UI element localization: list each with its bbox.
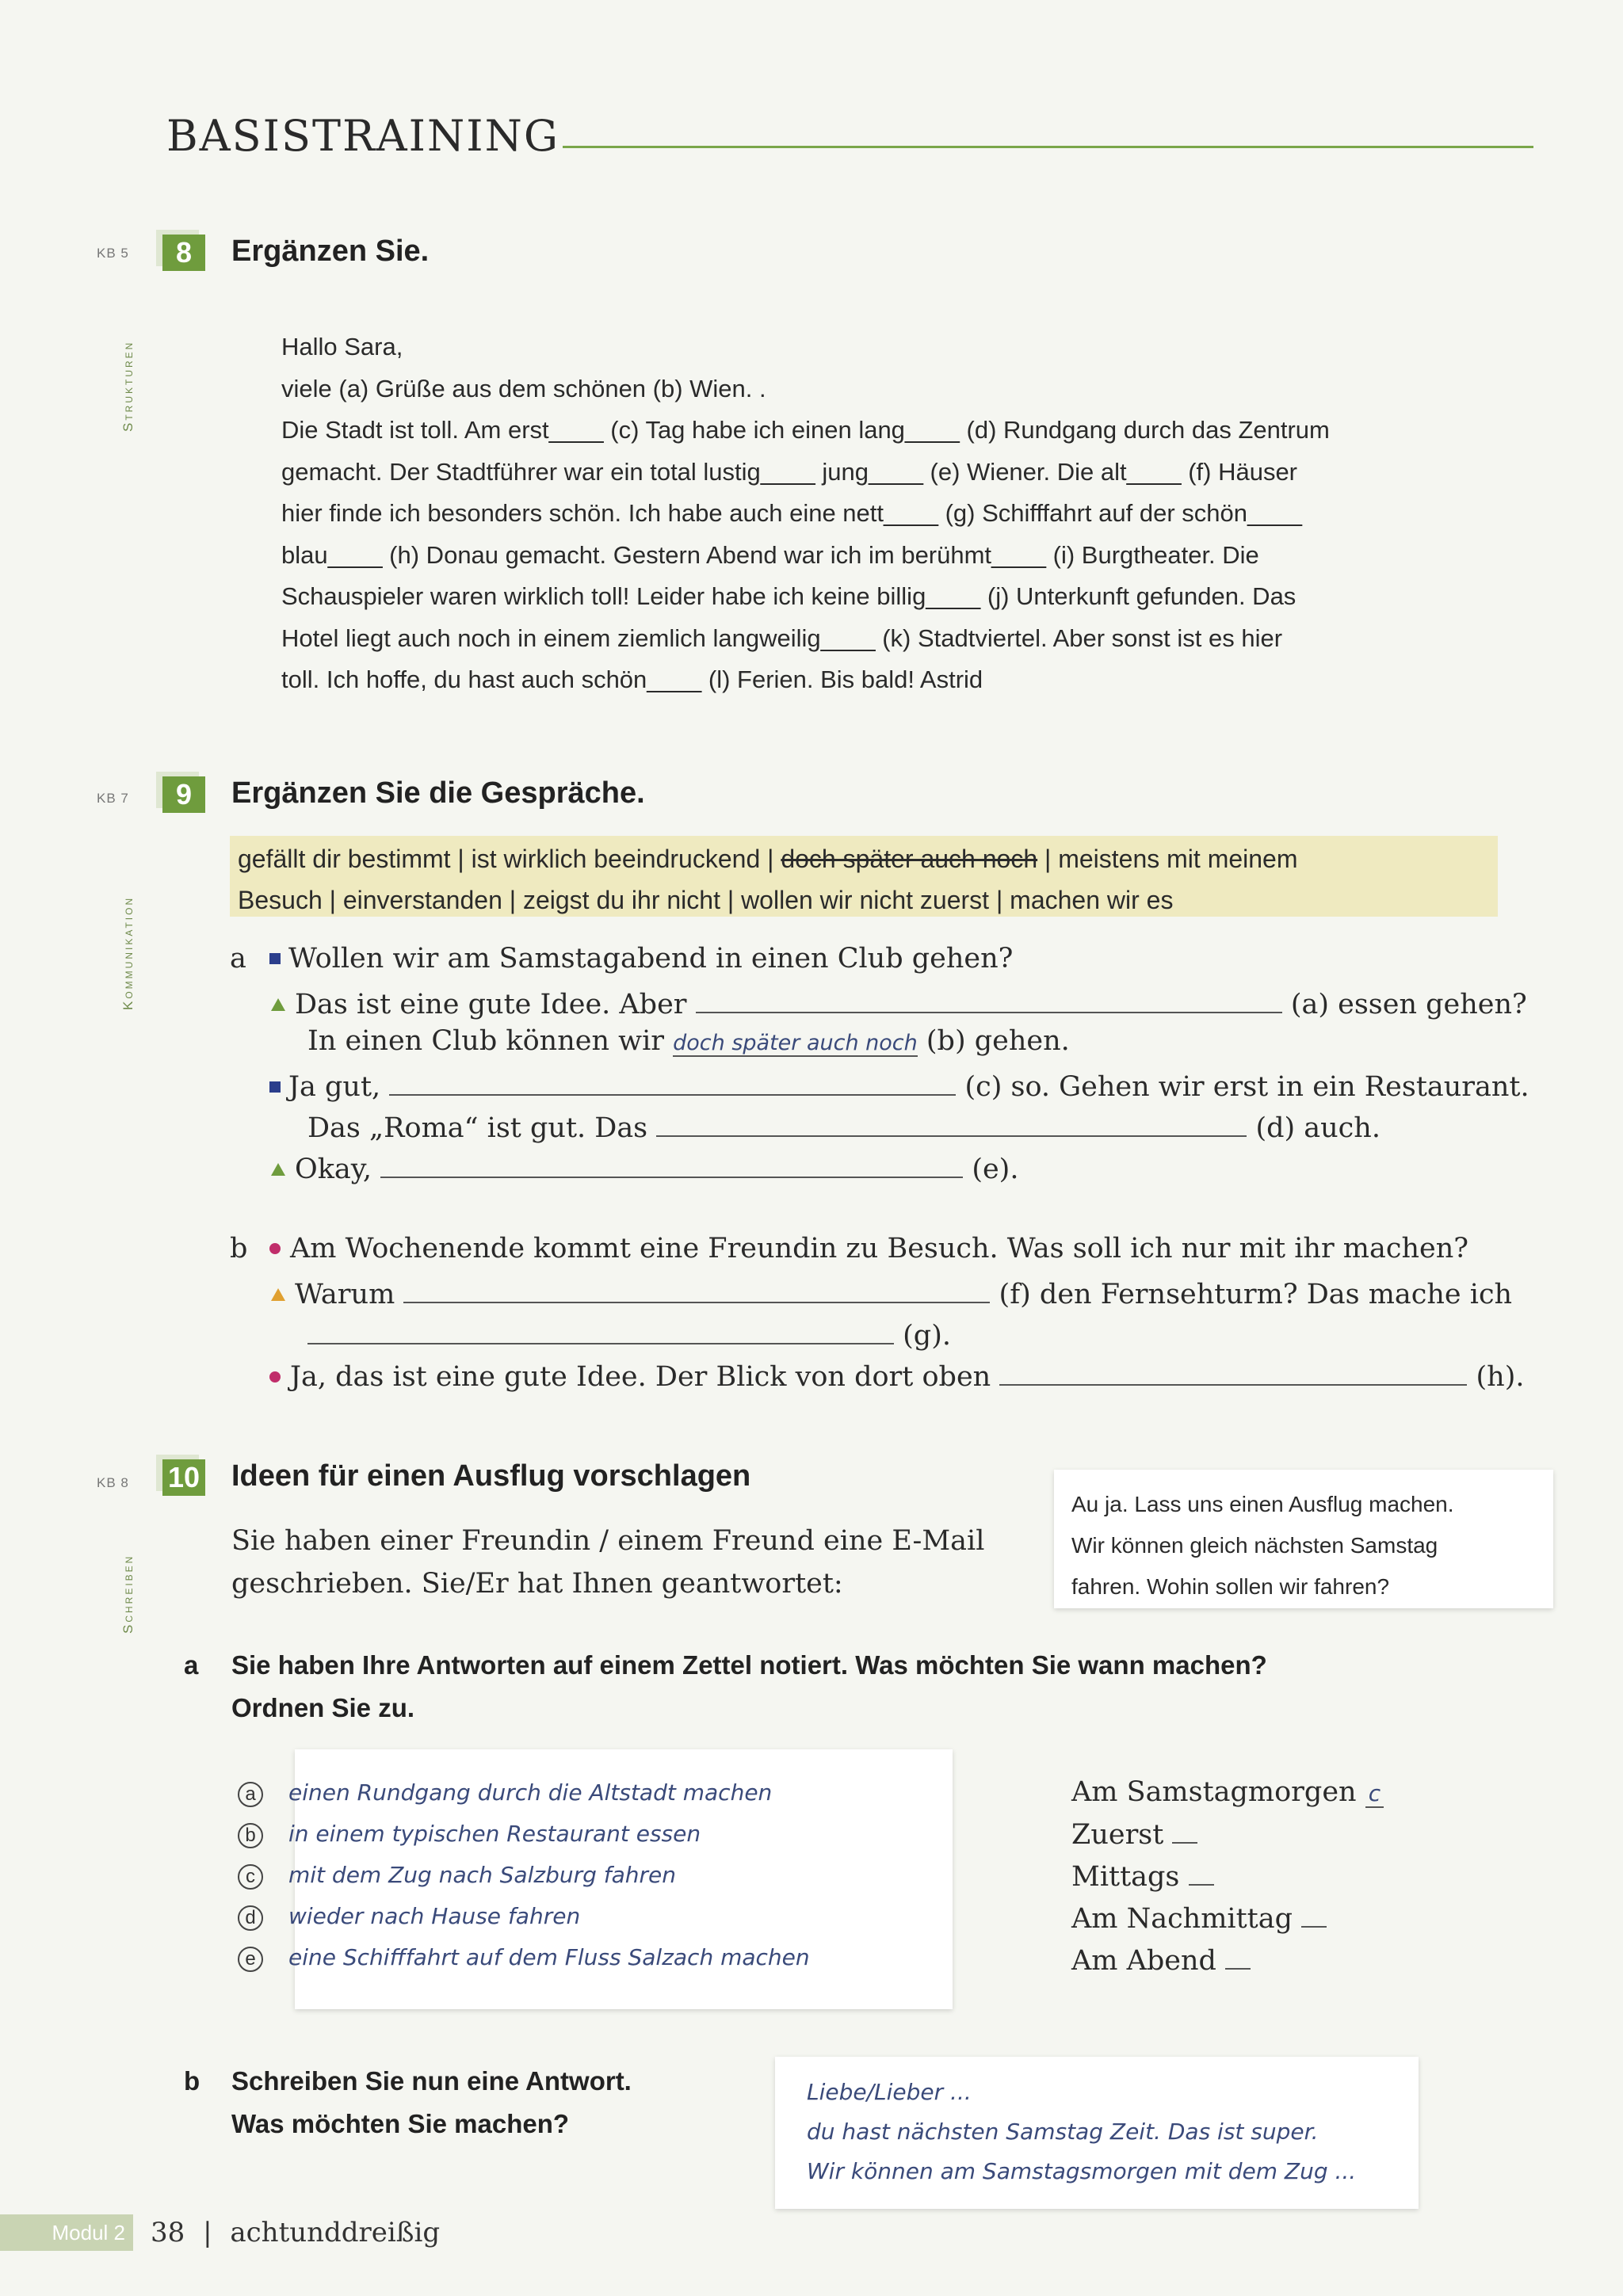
list-item: a einen Rundgang durch die Altstadt machen — [238, 1779, 951, 1821]
list-item: c mit dem Zug nach Salzburg fahren — [238, 1862, 951, 1903]
side-label: Kommunikation — [120, 895, 136, 1010]
item-letter: c — [238, 1864, 263, 1890]
letter-line: Die Stadt ist toll. Am erst____ (c) Tag habe ich einen lang____ (d) Rundgang durch das Zentrum — [281, 416, 1330, 444]
side-label: Strukturen — [120, 340, 136, 432]
item-letter: d — [238, 1905, 263, 1931]
item-letter: b — [238, 1823, 263, 1848]
time-slot: Zuerst — [1071, 1814, 1384, 1856]
list-item: d wieder nach Hause fahren — [238, 1903, 951, 1944]
time-slot: Am Samstagmorgen c — [1071, 1772, 1384, 1814]
intro-text: Sie haben einer Freundin / einem Freund eine E-Mail geschrieben. Sie/Er hat Ihnen geantwortet: — [231, 1525, 985, 1600]
letter-line: viele (a) Grüße aus dem schönen (b) Wien. . — [281, 374, 766, 402]
time-answer[interactable] — [1301, 1898, 1327, 1928]
dialogue-letter: b — [230, 1233, 248, 1264]
answer-blank[interactable] — [380, 1149, 963, 1178]
task-letter: a — [184, 1650, 199, 1680]
word-options: gefällt dir bestimmt | ist wirklich beeindruckend | — [238, 845, 781, 873]
list-item: e eine Schifffahrt auf dem Fluss Salzach machen — [238, 1944, 951, 1985]
answer-blank[interactable] — [999, 1356, 1467, 1386]
exercise-number: 8 — [162, 235, 205, 271]
letter-line: toll. Ich hoffe, du hast auch schön____ (l) Ferien. Bis bald! Astrid — [281, 666, 983, 693]
time-answer[interactable] — [1172, 1814, 1197, 1844]
task-instruction: Sie haben Ihre Antworten auf einem Zettel notiert. Was möchten Sie wann machen? Ordnen Sie zu. — [231, 1650, 1267, 1722]
header-rule — [563, 146, 1533, 148]
dialogue-line: In einen Club können wir doch später auch noch (b) gehen. — [307, 1025, 1070, 1057]
dialogue-line: Das „Roma“ ist gut. Das (d) auch. — [307, 1108, 1381, 1144]
time-answer[interactable] — [1189, 1856, 1214, 1886]
time-slot: Am Abend — [1071, 1940, 1384, 1982]
letter-line: blau____ (h) Donau gemacht. Gestern Abend war ich im berühmt____ (i) Burgtheater. Die — [281, 540, 1259, 569]
dialogue-line: Ja, das ist eine gute Idee. Der Blick von dort oben (h). — [269, 1356, 1524, 1393]
dialogue-line: Das ist eine gute Idee. Aber (a) essen gehen? — [271, 984, 1527, 1020]
exercise-number: 9 — [162, 776, 205, 813]
activity-list — [238, 1779, 951, 1985]
section-title: BASISTRAINING — [166, 111, 559, 161]
exercise-title: Ergänzen Sie die Gespräche. — [231, 776, 645, 810]
speaker-square-icon — [269, 953, 281, 964]
used-option: doch später auch noch — [781, 845, 1038, 873]
reply-note: Au ja. Lass uns einen Ausflug machen. Wir können gleich nächsten Samstag fahren. Wohin sollen wir fahren? — [1054, 1470, 1553, 1608]
list-item: b in einem typischen Restaurant essen — [238, 1821, 951, 1862]
item-letter: e — [238, 1947, 263, 1972]
word-options: | meistens mit meinem — [1037, 845, 1298, 873]
item-letter: a — [238, 1782, 263, 1807]
dialogue-line: Wollen wir am Samstagabend in einen Club gehen? — [269, 943, 1013, 974]
letter-text — [281, 326, 1533, 701]
time-slots — [1071, 1772, 1384, 1982]
letter-line: Schauspieler waren wirklich toll! Leider habe ich keine billig____ (j) Unterkunft gefunden. Das — [281, 582, 1296, 610]
handwritten-answer: doch später auch noch — [673, 1031, 918, 1055]
dialogue-line: Ja gut, (c) so. Gehen wir erst in ein Restaurant. — [269, 1066, 1529, 1103]
time-answer[interactable]: c — [1365, 1780, 1384, 1808]
page-number: 38 — [151, 2217, 185, 2248]
dialogue-line: (g). — [307, 1315, 951, 1352]
page-footer — [151, 2217, 440, 2248]
word-options: Besuch | einverstanden | zeigst du ihr nicht | wollen wir nicht zuerst | machen wir es — [238, 886, 1174, 914]
answer-blank[interactable] — [696, 984, 1282, 1013]
speaker-triangle-icon — [271, 1288, 285, 1301]
answer-blank[interactable] — [389, 1066, 956, 1096]
footer-separator: | — [203, 2217, 212, 2248]
word-box-text — [238, 838, 1498, 921]
speaker-circle-icon — [269, 1243, 281, 1254]
time-answer[interactable] — [1225, 1940, 1251, 1970]
dialogue-line: Okay, (e). — [271, 1149, 1018, 1185]
time-slot: Am Nachmittag — [1071, 1898, 1384, 1940]
side-label: Schreiben — [120, 1554, 136, 1634]
speaker-square-icon — [269, 1081, 281, 1093]
letter-line: Hallo Sara, — [281, 333, 403, 360]
dialogue-letter: a — [230, 943, 246, 974]
module-tab: Modul 2 — [0, 2214, 133, 2251]
answer-note: Liebe/Lieber ... du hast nächsten Samstag Zeit. Das ist super. Wir können am Samstagsmorgen mit dem Zug ... — [775, 2057, 1419, 2209]
answer-blank[interactable] — [307, 1315, 894, 1344]
letter-line: gemacht. Der Stadtführer war ein total lustig____ jung____ (e) Wiener. Die alt____ (f) Häuser — [281, 457, 1298, 486]
exercise-title: Ideen für einen Ausflug vorschlagen — [231, 1459, 751, 1493]
dialogue-line: Warum (f) den Fernsehturm? Das mache ich — [271, 1274, 1512, 1310]
time-slot: Mittags — [1071, 1856, 1384, 1898]
dialogue-line: Am Wochenende kommt eine Freundin zu Besuch. Was soll ich nur mit ihr machen? — [269, 1233, 1468, 1264]
page-number-word: achtunddreißig — [230, 2217, 441, 2248]
speaker-circle-icon — [269, 1371, 281, 1383]
letter-line: Hotel liegt auch noch in einem ziemlich langweilig____ (k) Stadtviertel. Aber sonst ist es hier — [281, 624, 1283, 652]
task-instruction: Schreiben Sie nun eine Antwort. Was möchten Sie machen? — [231, 2066, 632, 2138]
answer-blank[interactable] — [403, 1274, 990, 1303]
task-letter: b — [184, 2066, 200, 2096]
letter-line: hier finde ich besonders schön. Ich habe auch eine nett____ (g) Schifffahrt auf der schön____ — [281, 499, 1302, 527]
exercise-title: Ergänzen Sie. — [231, 235, 430, 268]
kb-reference: KB 8 — [97, 1475, 129, 1490]
kb-reference: KB 5 — [97, 246, 129, 261]
kb-reference: KB 7 — [97, 791, 129, 806]
answer-blank[interactable] — [656, 1108, 1247, 1137]
exercise-number: 10 — [162, 1459, 205, 1496]
speaker-triangle-icon — [271, 1163, 285, 1176]
speaker-triangle-icon — [271, 998, 285, 1011]
